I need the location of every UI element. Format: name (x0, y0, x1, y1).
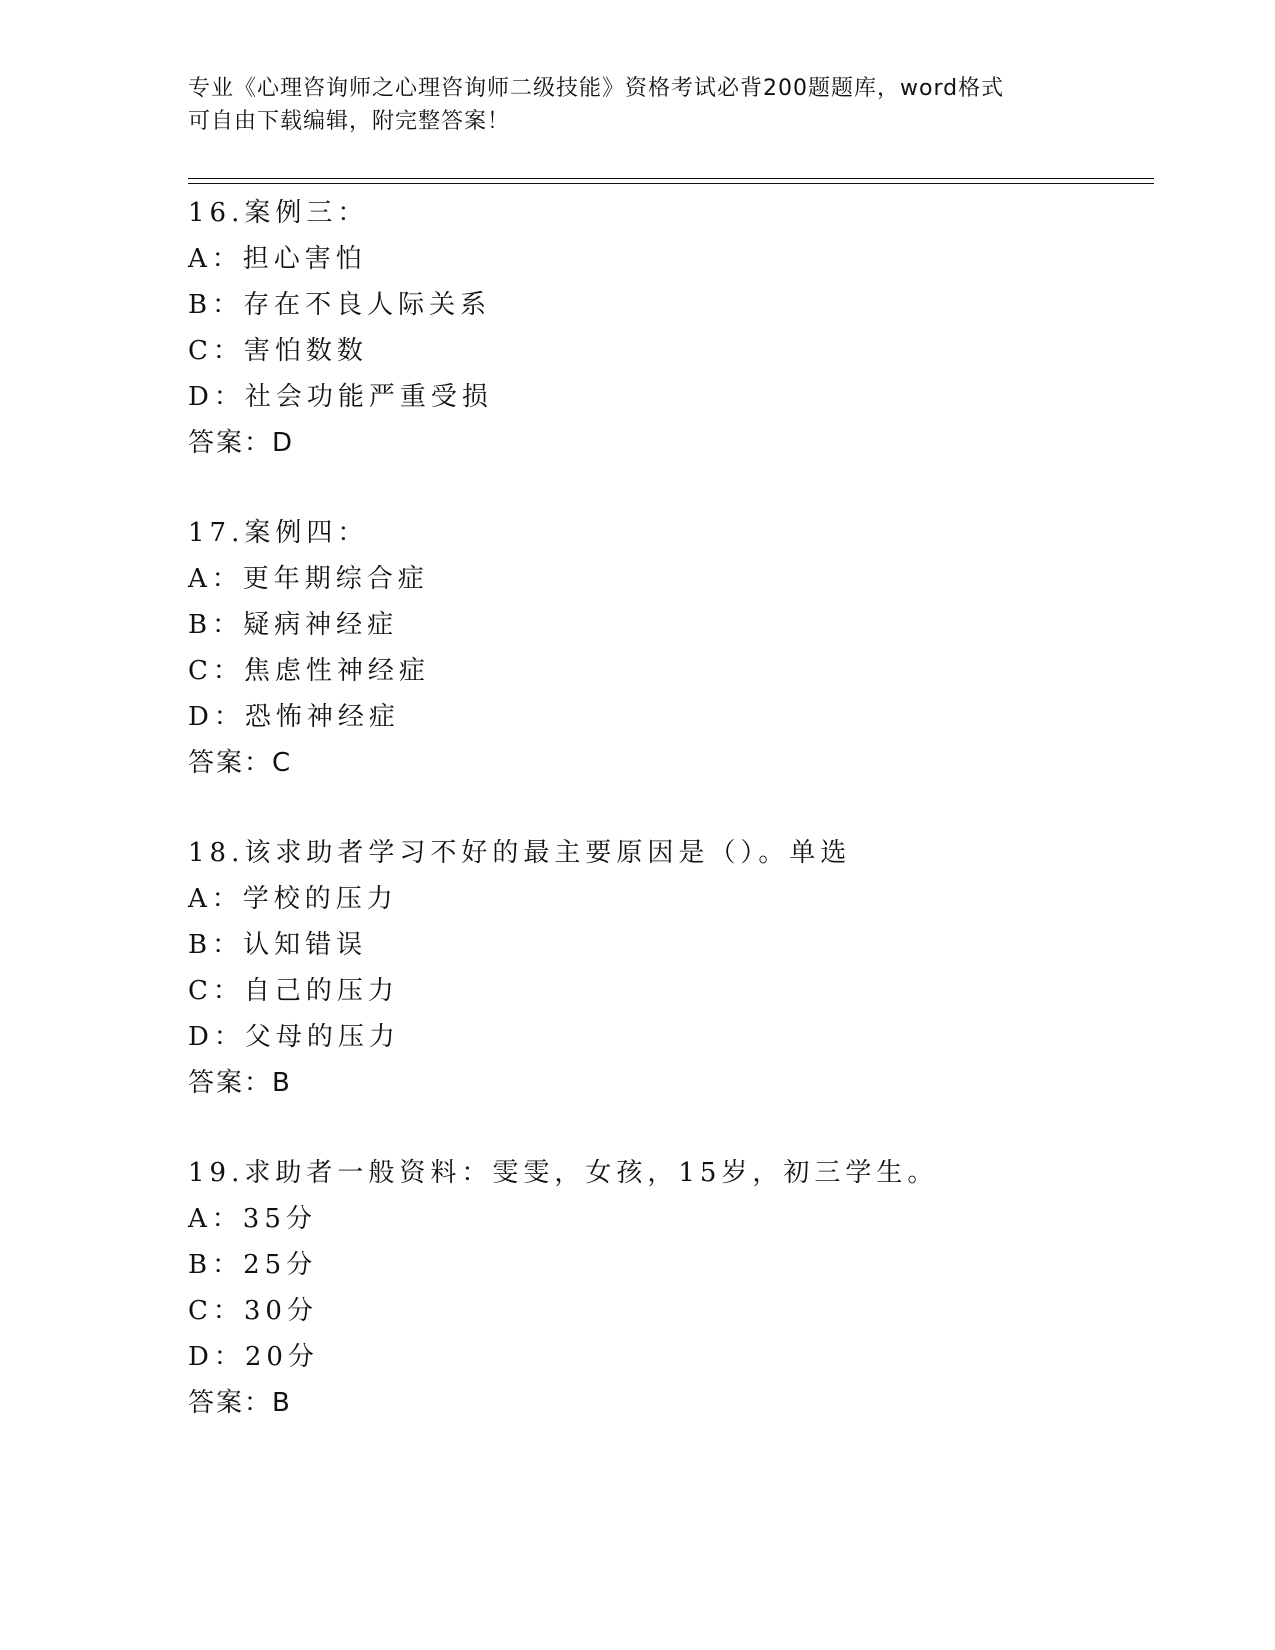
option-d: D：社会功能严重受损 (188, 382, 493, 412)
header-double-rule (188, 178, 1154, 184)
option-b: B：疑病神经症 (188, 610, 399, 640)
option-d: D：恐怖神经症 (188, 702, 400, 732)
question-stem: 18.该求助者学习不好的最主要原因是（）。单选 (188, 838, 852, 868)
question-stem: 19.求助者一般资料：雯雯，女孩，15岁，初三学生。 (188, 1158, 939, 1188)
option-a: A：更年期综合症 (188, 564, 429, 594)
option-b: B：认知错误 (188, 930, 368, 960)
option-c: C：自己的压力 (188, 976, 399, 1006)
option-c: C：害怕数数 (188, 336, 368, 366)
option-a: A：担心害怕 (188, 244, 367, 274)
option-a: A：35分 (188, 1204, 317, 1234)
header-title-line-1: 专业《心理咨询师之心理咨询师二级技能》资格考试必背200题题库，word格式 (188, 76, 1005, 101)
answer-line: 答案：B (188, 1068, 292, 1098)
option-a: A：学校的压力 (188, 884, 398, 914)
question-19 (188, 1150, 1148, 1426)
document-header (188, 72, 1068, 138)
option-d: D：20分 (188, 1342, 319, 1372)
answer-line: 答案：D (188, 428, 295, 458)
option-b: B：25分 (188, 1250, 318, 1280)
option-c: C：焦虑性神经症 (188, 656, 430, 686)
question-16 (188, 190, 1148, 466)
option-b: B：存在不良人际关系 (188, 290, 492, 320)
question-stem: 17.案例四： (188, 518, 369, 548)
option-c: C：30分 (188, 1296, 318, 1326)
question-17 (188, 510, 1148, 786)
header-title-line-2: 可自由下载编辑，附完整答案！ (188, 109, 511, 134)
question-18 (188, 830, 1148, 1106)
answer-line: 答案：B (188, 1388, 292, 1418)
option-d: D：父母的压力 (188, 1022, 400, 1052)
question-stem: 16.案例三： (188, 198, 369, 228)
question-list (188, 190, 1148, 1470)
answer-line: 答案：C (188, 748, 293, 778)
